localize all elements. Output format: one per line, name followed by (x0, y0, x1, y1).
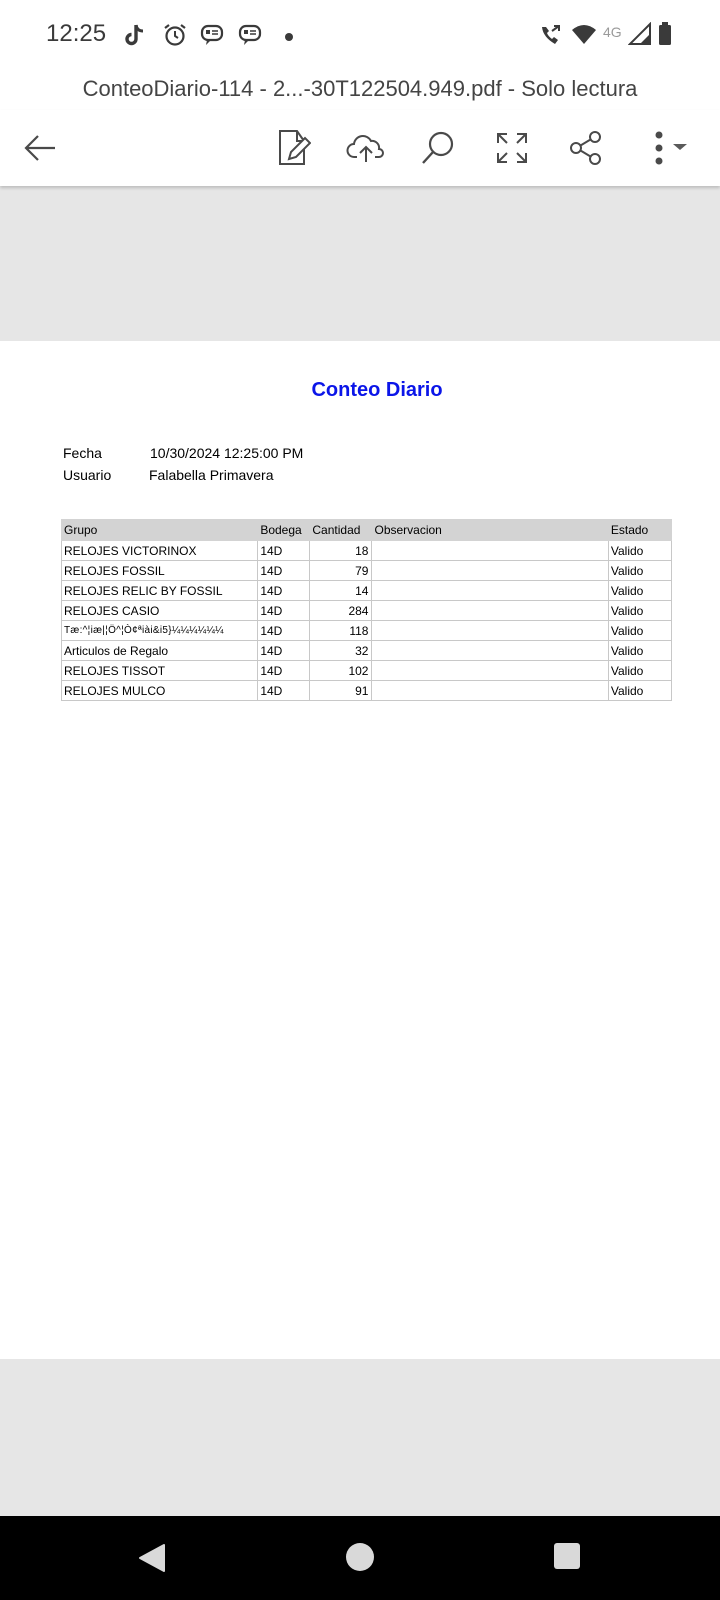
document-title: ConteoDiario-114 - 2...-30T122504.949.pdf - Solo lectura (82, 76, 638, 101)
cell-observacion (372, 541, 608, 561)
table-row (62, 641, 672, 661)
table-row (62, 561, 672, 581)
dot-icon (285, 30, 295, 48)
cell-bodega: 14D (258, 541, 310, 561)
edit-button[interactable] (272, 126, 316, 170)
nav-recents-icon[interactable] (553, 1542, 581, 1575)
cell-estado: Valido (608, 641, 671, 661)
share-icon (569, 130, 603, 166)
tiktok-icon (122, 22, 148, 53)
nav-back-icon[interactable] (136, 1542, 168, 1579)
cell-observacion (372, 641, 608, 661)
table-row (62, 541, 672, 561)
cell-cantidad: 284 (310, 601, 372, 621)
fecha-label: Fecha (63, 445, 102, 461)
message-icon (200, 22, 224, 53)
status-time: 12:25 (46, 20, 107, 47)
cell-observacion (372, 681, 608, 701)
alarm-icon (162, 22, 188, 53)
pdf-page[interactable] (0, 341, 720, 1359)
cell-estado: Valido (608, 581, 671, 601)
signal-icon (628, 22, 652, 53)
cell-grupo: Articulos de Regalo (62, 641, 258, 661)
column-header-observacion: Observacion (372, 520, 608, 541)
fullscreen-button[interactable] (490, 126, 534, 170)
cell-estado: Valido (608, 681, 671, 701)
battery-icon (658, 22, 674, 53)
cell-observacion (372, 661, 608, 681)
table-row (62, 621, 672, 641)
upload-button[interactable] (344, 126, 388, 170)
status-bar (0, 0, 720, 70)
fullscreen-icon (495, 131, 529, 165)
cell-grupo: RELOJES FOSSIL (62, 561, 258, 581)
toolbar (0, 110, 720, 186)
cell-estado: Valido (608, 541, 671, 561)
cell-bodega: 14D (258, 581, 310, 601)
cell-observacion (372, 581, 608, 601)
cell-estado: Valido (608, 561, 671, 581)
wifi-icon (570, 22, 598, 53)
table-header-row (62, 520, 672, 541)
cell-estado: Valido (608, 601, 671, 621)
more-button[interactable] (640, 126, 700, 170)
viewer-background-top (0, 186, 720, 341)
cell-cantidad: 18 (310, 541, 372, 561)
table-row (62, 601, 672, 621)
cell-cantidad: 32 (310, 641, 372, 661)
back-arrow-icon (22, 133, 58, 163)
more-icon (645, 130, 695, 166)
wifi-call-icon (538, 22, 564, 53)
column-header-grupo: Grupo (62, 520, 258, 541)
column-header-bodega: Bodega (258, 520, 310, 541)
search-icon (420, 130, 456, 166)
report-table (61, 519, 672, 701)
cell-cantidad: 14 (310, 581, 372, 601)
cell-grupo: Tæ:^¦iæ|¦Ö^¦Ò¢ªiài&i5}¼¼¼¼¼¼ (62, 621, 258, 641)
cloud-upload-icon (346, 132, 386, 164)
cell-grupo: RELOJES MULCO (62, 681, 258, 701)
column-header-estado: Estado (608, 520, 671, 541)
message-icon (238, 22, 262, 53)
cell-grupo: RELOJES CASIO (62, 601, 258, 621)
search-button[interactable] (416, 126, 460, 170)
cell-bodega: 14D (258, 641, 310, 661)
table-row (62, 681, 672, 701)
cell-cantidad: 118 (310, 621, 372, 641)
cell-bodega: 14D (258, 621, 310, 641)
edit-icon (277, 129, 311, 167)
table-row (62, 661, 672, 681)
column-header-cantidad: Cantidad (310, 520, 372, 541)
cell-observacion (372, 621, 608, 641)
cell-observacion (372, 601, 608, 621)
cell-cantidad: 91 (310, 681, 372, 701)
cell-cantidad: 79 (310, 561, 372, 581)
table-row (62, 581, 672, 601)
cell-bodega: 14D (258, 561, 310, 581)
cell-grupo: RELOJES RELIC BY FOSSIL (62, 581, 258, 601)
cell-estado: Valido (608, 661, 671, 681)
cell-cantidad: 102 (310, 661, 372, 681)
title-bar (0, 70, 720, 110)
back-button[interactable] (18, 126, 62, 170)
fecha-value: 10/30/2024 12:25:00 PM (150, 445, 304, 461)
report-title: Conteo Diario (311, 379, 443, 401)
network-type: 4G (603, 24, 622, 40)
viewer-background-bottom (0, 1359, 720, 1516)
usuario-label: Usuario (63, 467, 112, 483)
cell-bodega: 14D (258, 601, 310, 621)
cell-bodega: 14D (258, 681, 310, 701)
cell-grupo: RELOJES VICTORINOX (62, 541, 258, 561)
nav-home-icon[interactable] (345, 1542, 375, 1577)
navigation-bar (0, 1516, 720, 1600)
cell-bodega: 14D (258, 661, 310, 681)
usuario-value: Falabella Primavera (149, 467, 274, 483)
cell-grupo: RELOJES TISSOT (62, 661, 258, 681)
cell-observacion (372, 561, 608, 581)
cell-estado: Valido (608, 621, 671, 641)
share-button[interactable] (564, 126, 608, 170)
